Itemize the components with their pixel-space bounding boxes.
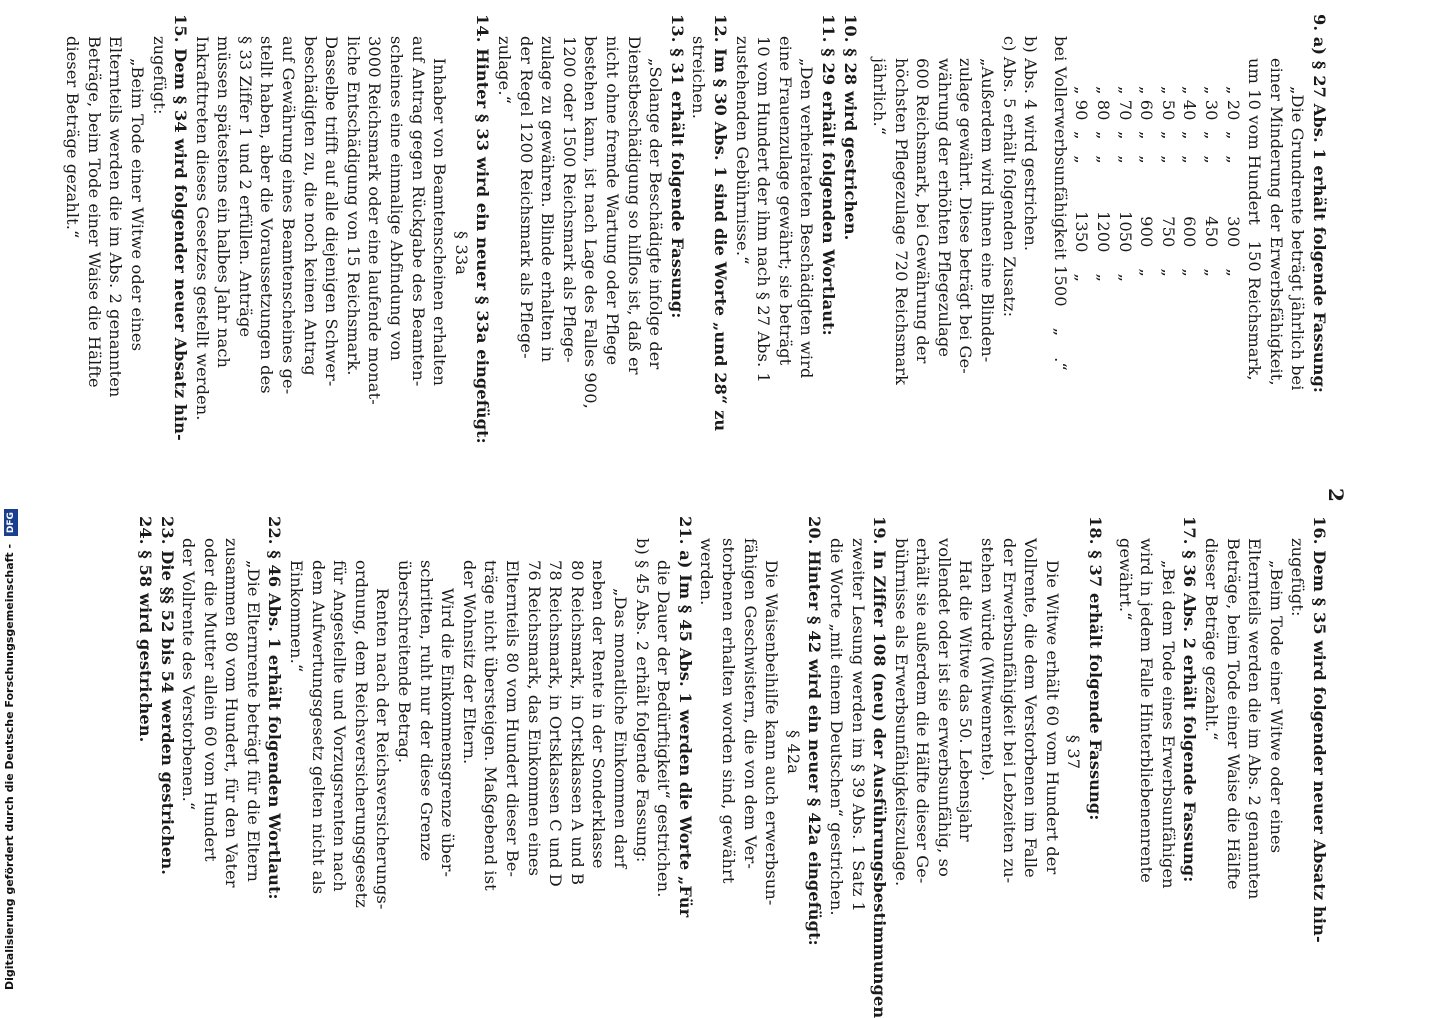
text-line: 78 Reichsmark, in Ortsklassen C und D	[546, 560, 566, 887]
item-24: 24. § 58 wird gestrichen.	[135, 516, 155, 743]
dfg-logo: DFG	[4, 509, 18, 536]
item-20: 20. Hinter § 42 wird ein neuer § 42a eingefügt:	[805, 516, 825, 946]
left-column	[62, 14, 1330, 492]
text-line: ordnung, dem Reichsversicherungsgesetz	[351, 560, 371, 908]
text-line: „Außerdem wird ihnen eine Blinden-	[978, 58, 998, 363]
text-line: liche Entschädigung von 15 Reichsmark.	[343, 36, 363, 376]
text-line: schritten, ruht nur der diese Grenze	[416, 560, 436, 862]
text-line: Elternteils 80 vom Hundert dieser Be-	[503, 560, 523, 878]
text-line: storbenen erhalten worden sind, gewährt	[718, 538, 738, 884]
item-12: 12. Im § 30 Abs. 1 sind die Worte „und 28“ zu	[710, 14, 730, 432]
text-line: nicht ohne fremde Wartung oder Pflege	[603, 36, 622, 366]
section-heading: § 37	[1064, 734, 1084, 770]
text-line: zustehenden Gebührnisse.“	[732, 36, 752, 265]
item-15: 15. Dem § 34 wird folgender neuer Absatz hin-	[171, 14, 191, 441]
text-line: Renten nach der Reichsversicherungs-	[373, 588, 393, 910]
text-line: Hat die Witwe das 50. Lebensjahr	[956, 560, 976, 842]
item-21a: 21. a) Im § 45 Abs. 1 werden die Worte „Für	[675, 516, 695, 918]
item-13: 13. § 31 erhält folgende Fassung:	[667, 14, 687, 319]
table-row: „ 40 „ „ 600 „	[1180, 86, 1200, 277]
page-number: 2	[1324, 488, 1348, 502]
text-line: vollendet oder ist sie erwerbsunfähig, so	[934, 538, 954, 877]
text-line: 600 Reichsmark, bei Gewährung der	[913, 58, 933, 364]
text-line: § 33 Ziffer 1 und 2 erfüllen. Anträge	[235, 36, 255, 338]
text-line: beschädigten zu, die noch keinen Antrag	[300, 36, 320, 376]
item-11: 11. § 29 erhält folgenden Wortlaut:	[818, 14, 838, 336]
section-heading: § 33a	[451, 231, 471, 275]
text-line: der Wohnsitz der Eltern.	[459, 560, 479, 765]
right-column	[134, 516, 1330, 1018]
text-line: zusammen 80 vom Hundert, für den Vater	[222, 538, 242, 888]
text-line: streichen.	[689, 36, 709, 119]
text-line: 1200 oder 1500 Reichsmark als Pflege-	[559, 36, 579, 363]
text-line: Inkrafttreten dieses Gesetzes gestellt werden.	[192, 36, 212, 421]
text-line: jährlich.“	[870, 58, 890, 136]
text-line: Vollrente, die dem Verstorbenen im Falle	[1021, 538, 1041, 878]
text-line: Dasselbe trifft auf alle diejenigen Schwer-	[322, 36, 342, 387]
text-line: bestehen kann, ist nach Lage des Falles 900,	[581, 36, 601, 409]
text-line: 76 Reichsmark, das Einkommen eines	[524, 560, 544, 877]
text-line: zulage.“	[495, 36, 515, 104]
item-16: 16. Dem § 35 wird folgender neuer Absatz hin-	[1310, 516, 1329, 943]
text-line: müssen spätestens ein halbes Jahr nach	[214, 36, 234, 369]
text-line: neben der Rente in der Sonderklasse	[589, 560, 609, 869]
text-line: Einkommen.“	[287, 560, 307, 673]
text-line: Beträge, beim Tode einer Waise die Hälfte	[1223, 538, 1243, 890]
item-22: 22. § 46 Abs. 1 erhält folgenden Wortlaut:	[265, 516, 285, 900]
table-row: „ 50 „ „ 750 „	[1158, 86, 1178, 277]
item-9a: 9. a) § 27 Abs. 1 erhält folgende Fassung:	[1310, 14, 1329, 393]
table-row: um 10 vom Hundert 150 Reichsmark,	[1245, 58, 1265, 381]
text-line: stehen würde (Witwenrente).	[978, 538, 998, 782]
text-line: auf Antrag gegen Rückgabe des Beamten-	[408, 36, 428, 387]
text-line: „Die Grundrente beträgt jährlich bei	[1288, 86, 1308, 391]
text-line: 10 vom Hundert der ihm nach § 27 Abs. 1	[754, 36, 774, 383]
text-line: einer Minderung der Erwerbsfähigkeit,	[1266, 58, 1286, 386]
text-line: scheines eine einmalige Abfindung von	[387, 36, 407, 361]
item-9c: c) Abs. 5 erhält folgenden Zusatz:	[999, 36, 1019, 318]
text-line: zulage gewährt. Diese beträgt bei Ge-	[956, 58, 976, 374]
text-line: zweiter Lesung werden im § 39 Abs. 1 Satz 1	[848, 538, 868, 913]
text-line: träge nicht übersteigen. Maßgebend ist	[481, 560, 501, 891]
text-line: „Solange der Beschädigte infolge der	[646, 58, 666, 370]
text-line: dieser Beträge gezahlt.“	[1202, 538, 1222, 741]
table-row: „ 70 „ „ 1050 „	[1115, 86, 1135, 283]
text-line: Elternteils werden die im Abs. 2 genannten	[1245, 538, 1265, 900]
text-line: „Beim Tode einer Witwe oder eines	[127, 58, 147, 352]
text-line: stellt haben, aber die Voraussetzungen des	[257, 36, 277, 394]
text-line: Beträge, beim Tode einer Waise die Hälfte	[84, 36, 104, 388]
item-10: 10. § 28 wird gestrichen.	[840, 14, 860, 241]
text-line: wird in jedem Falle Hinterbliebenenrente	[1137, 538, 1157, 883]
item-21b: b) § 45 Abs. 2 erhält folgende Fassung:	[632, 538, 652, 863]
text-line: 80 Reichsmark, in Ortsklassen A und B	[567, 560, 587, 886]
item-18: 18. § 37 erhält folgende Fassung:	[1086, 516, 1106, 821]
text-line: der Regel 1200 Reichsmark als Pflege-	[516, 36, 536, 359]
text-line: Dienstbeschädigung so hilflos ist, daß er	[624, 36, 644, 375]
digitization-credit	[0, 0, 20, 1000]
text-line: dieser Beträge gezahlt.“	[63, 36, 83, 239]
text-line: „Bei dem Tode eines Erwerbsunfähigen	[1158, 560, 1178, 889]
text-line: gewährt.“	[1115, 538, 1135, 621]
text-line: der Vollrente des Verstorbenen.“	[179, 538, 199, 811]
text-line: Wird die Einkommensgrenze über-	[438, 588, 458, 878]
table-row: „ 80 „ „ 1200 „	[1094, 86, 1114, 283]
text-line: oder die Mutter allein 60 vom Hundert	[200, 538, 220, 862]
section-heading: § 42a	[783, 730, 803, 774]
text-line: währung der erhöhten Pflegezulage	[934, 58, 954, 358]
text-line: zugefügt:	[149, 36, 169, 115]
text-line: werden.	[697, 538, 717, 606]
text-line: „Beim Tode einer Witwe oder eines	[1266, 560, 1286, 854]
item-23: 23. Die §§ 52 bis 54 werden gestrichen.	[157, 516, 177, 875]
text-line: die Dauer der Bedürftigkeit“ gestrichen.	[654, 560, 674, 898]
table-row: bei Vollerwerbsunfähigkeit 1500 „ .“	[1050, 36, 1070, 371]
table-row: „ 90 „ „ 1350 „	[1072, 86, 1092, 283]
text-line: höchsten Pflegezulage 720 Reichsmark	[891, 58, 911, 386]
text-line: überschreitende Betrag.	[395, 560, 415, 764]
text-line: für Angestellte und Vorzugsrenten nach	[330, 560, 350, 892]
table-row: „ 20 „ „ 300 „	[1223, 86, 1243, 277]
table-row: „ 60 „ „ 900 „	[1137, 86, 1157, 277]
text-line: die Worte „mit einem Deutschen“ gestrichen.	[826, 538, 846, 916]
text-line: „Die Elternrente beträgt für die Eltern	[243, 560, 263, 883]
text-line: Die Waisenbeihilfe kann auch erwerbsun-	[762, 560, 782, 906]
item-14: 14. Hinter § 33 wird ein neuer § 33a eingefügt:	[473, 14, 493, 444]
text-line: auf Gewährung eines Beamtenscheines ge-	[279, 36, 299, 395]
item-19: 19. In Ziffer 108 (neu) der Ausführungsbestimmungen	[870, 516, 890, 1018]
item-9b: b) Abs. 4 wird gestrichen.	[1021, 36, 1041, 252]
table-row: „ 30 „ „ 450 „	[1202, 86, 1222, 277]
text-line: fähigen Geschwistern, die von dem Ver-	[740, 538, 760, 869]
text-line: 3000 Reichsmark oder eine laufende monat-	[365, 36, 385, 405]
text-line: zugefügt:	[1288, 538, 1308, 617]
text-line: zulage zu gewähren. Blinde erhalten in	[538, 36, 558, 363]
text-line: dem Aufwertungsgesetz gelten nicht als	[308, 560, 328, 895]
text-line: Die Witwe erhält 60 vom Hundert der	[1042, 560, 1062, 875]
text-line: erhält sie außerdem die Hälfte dieser Ge-	[913, 538, 933, 884]
text-line: eine Frauenzulage gewährt; sie beträgt	[775, 36, 795, 366]
text-line: der Erwerbsunfähigkeit bei Lebzeiten zu-	[999, 538, 1019, 884]
text-line: Elternteils werden die im Abs. 2 genannten	[106, 36, 126, 398]
text-line: bührnisse als Erwerbsunfähigkeitszulage.	[891, 538, 911, 887]
text-line: Inhaber von Beamtenscheinen erhalten	[430, 58, 450, 386]
item-17: 17. § 36 Abs. 2 erhält folgende Fassung:	[1180, 516, 1200, 883]
text-line: „Den verheirateten Beschädigten wird	[797, 58, 817, 379]
credit-text: Digitalisierung gefördert durch die Deutsche Forschungsgemeinschaft -	[3, 543, 16, 990]
text-line: „Das monatliche Einkommen darf	[611, 588, 630, 869]
